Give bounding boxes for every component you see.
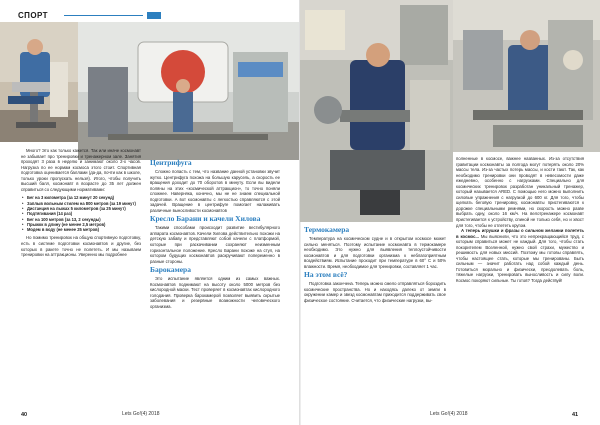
pressure-chamber-paragraph: Это испытание является одним из самых важных. Космонавтов поднимают на высоту около 5000 метров без кислородной маски. Тест проверяет в космонавтах кислородного голодания. Проверка барокамерой позволяет выявить скрытые заболевания и резервные возможности человеческого организма. (150, 276, 280, 309)
intro-paragraph: Много? Это как только кажется. Так или иначе космонавт не забывает про тренировки и тренажерном зале. Занятия проходят 3 раза в неделю и занимают около 2-х часов. Нагрузка по ее нормам космоса этого стоит. Спортивная подготовка оценивается баллами (да-да, почти как в школе, только уроки пропускать нельзя). Итого, чтобы получить высший балл, космонавт в возрасте до 35 лет должен справиться со следующими нормативами: (21, 148, 141, 192)
heading-pressure-chamber: Барокамера (150, 265, 191, 275)
photo-rotating-chair (0, 22, 78, 142)
exercise-paragraph: полненные в космосе, важнее названных. Из-за отсутствия гравитации космонавты за полгода могут потерять около 20% массы тела. Из-за частых потерь массы, и кости тают. Так, как необходимо тренировки они проводят в невесомости даже ежедневно, особенно с нагрузками. Специально для космических тренировок разработан уникальный тренажер, который называется ARED. С помощью него можно выполнить силовые упражнения с нагрузкой до 600 кг. Для того, чтобы щелкать беговую тренировку, космонавты пристегиваются к дорожке специальными ремнями, но скорость можно разве выбрать одну, около 16 км/ч. На велотренажере космонавт пристегивается к устройству, спиной не только себя, но и хвост для того, чтобы не отлететь кругом. (456, 156, 584, 228)
standards-list (21, 195, 141, 232)
heading-centrifuge: Центрифуга (150, 158, 192, 167)
list-item: • Заплыв вольным стилем на 800 метров (за 19 минут) (27, 201, 141, 206)
photo-iss-astronaut (300, 0, 453, 222)
right-page (300, 0, 600, 425)
page-number-left: 40 (21, 412, 28, 418)
list-item: • Дистанция на лыжах 5 километров (за 25 минут) (27, 206, 141, 211)
list-item: • Модем в воду (не менее 25 метров) (27, 227, 141, 232)
heading-is-that-all: На этом всё? (304, 270, 348, 280)
is-that-all-paragraph: Подготовка закончена. Теперь можно смело отправляться бороздить космические пространства. Но и находясь далеко от земли в окружении камер и звезд космонавтам приходится поддерживать свое физическое состояние. Считается, что физические нагрузки, вы- (304, 281, 446, 303)
page-number-right: 41 (572, 412, 579, 418)
section-rule (64, 15, 143, 16)
list-item: • Подтягивания (14 раз) (27, 211, 141, 216)
footer-right: Lets Go!(4) 2018 (430, 411, 468, 417)
section-header (18, 10, 143, 21)
photo-iss-gym (453, 0, 600, 152)
footer-left: Lets Go!(4) 2018 (122, 411, 160, 417)
thermal-paragraph: Температура на космическом судне и в открытом космосе может сильно меняться. Поэтому испытание космонавта в термокамере необходимо. Это нужно для выявления теплоустойчивости космонавтов и для подготовки организма к неблагоприятным воздействиям. Испытание проходит при температуре в 60° С и 50% влажности. Время, необходимое для тренировки, составляет 1 час. (304, 236, 446, 269)
left-col-2 (150, 157, 280, 309)
list-item: • Бег на 100 метров (за 13, 2 секунды) (27, 217, 141, 222)
section-title: СПОРТ (18, 10, 54, 21)
left-col-1 (21, 148, 141, 258)
photo-centrifuge (78, 22, 300, 160)
barany-paragraph: Такими способами происходит развитие вестибулярного аппарата космонавтов. Качели Хилова действительно похожи на детскую забаву и представляют собой качели с платформой, которые при раскачивании сохраняют неизменным горизонтальное положение. Кресло Барани похоже на стул, на котором будущих космонавтов раскручивают попеременно в разные стороны. (150, 225, 280, 264)
lead-sentence: А теперь игрушки и фразы о сильном желании полететь в космос... (456, 228, 584, 239)
heading-barany-chair: Кресло Барани и качели Хилова (150, 214, 261, 224)
list-item: • Бег на 3 километра (за 12 минут 20 секунд) (27, 195, 141, 200)
heading-thermal-chamber: Термокамера (304, 225, 350, 234)
list-item: • Прыжок в длину (не менее 2,5 метров) (27, 222, 141, 227)
right-col-2 (456, 156, 584, 284)
section-block (147, 12, 161, 19)
final-paragraph: Мы выяснили, что это непрекращающийся труд, с которым справиться может не каждый. Для того, чтобы стать покорителем Вселенной, нужно свой страхи, мужество и решимость для новых миссий. Поэтому мы готовы справлять, чтобы настоящее стать, которые мы тренированы. Быть сильным — значит работать над собой каждый день. Готовиться морально и физически, преодолевать боль, тяжелые нагрузки, тренировать выносливость и силу воли. Космос покоряют сильные. Ты готов? Тогда действуй! (456, 233, 584, 284)
right-col-1 (304, 224, 446, 303)
closing-paragraph: Но помимо тренировок на общую спортивную подготовку, есть в системе подготовки космонавтов и другие, без которых в ракете точно не полететь. И мы называем тренировки на аттракционы. Уверенно мы подробнее (21, 235, 141, 258)
centrifuge-paragraph: Сложно попасть с тем, что название данной установки звучит жутко. Центрифуга похожа на большую карусель, а скорость ее вращения доходит до 70 оборотов в минуту. Если вы видели поляны на этих «космической аттракцион», то точно поняли сложнее. Наверняка, конечно, мы не не знаем специальной подготовки. А вот космонавты с легкостью справляются с этой задачей. Вращение в центрифуге помогает налаживать различные выносливости космонавтов (150, 169, 280, 213)
